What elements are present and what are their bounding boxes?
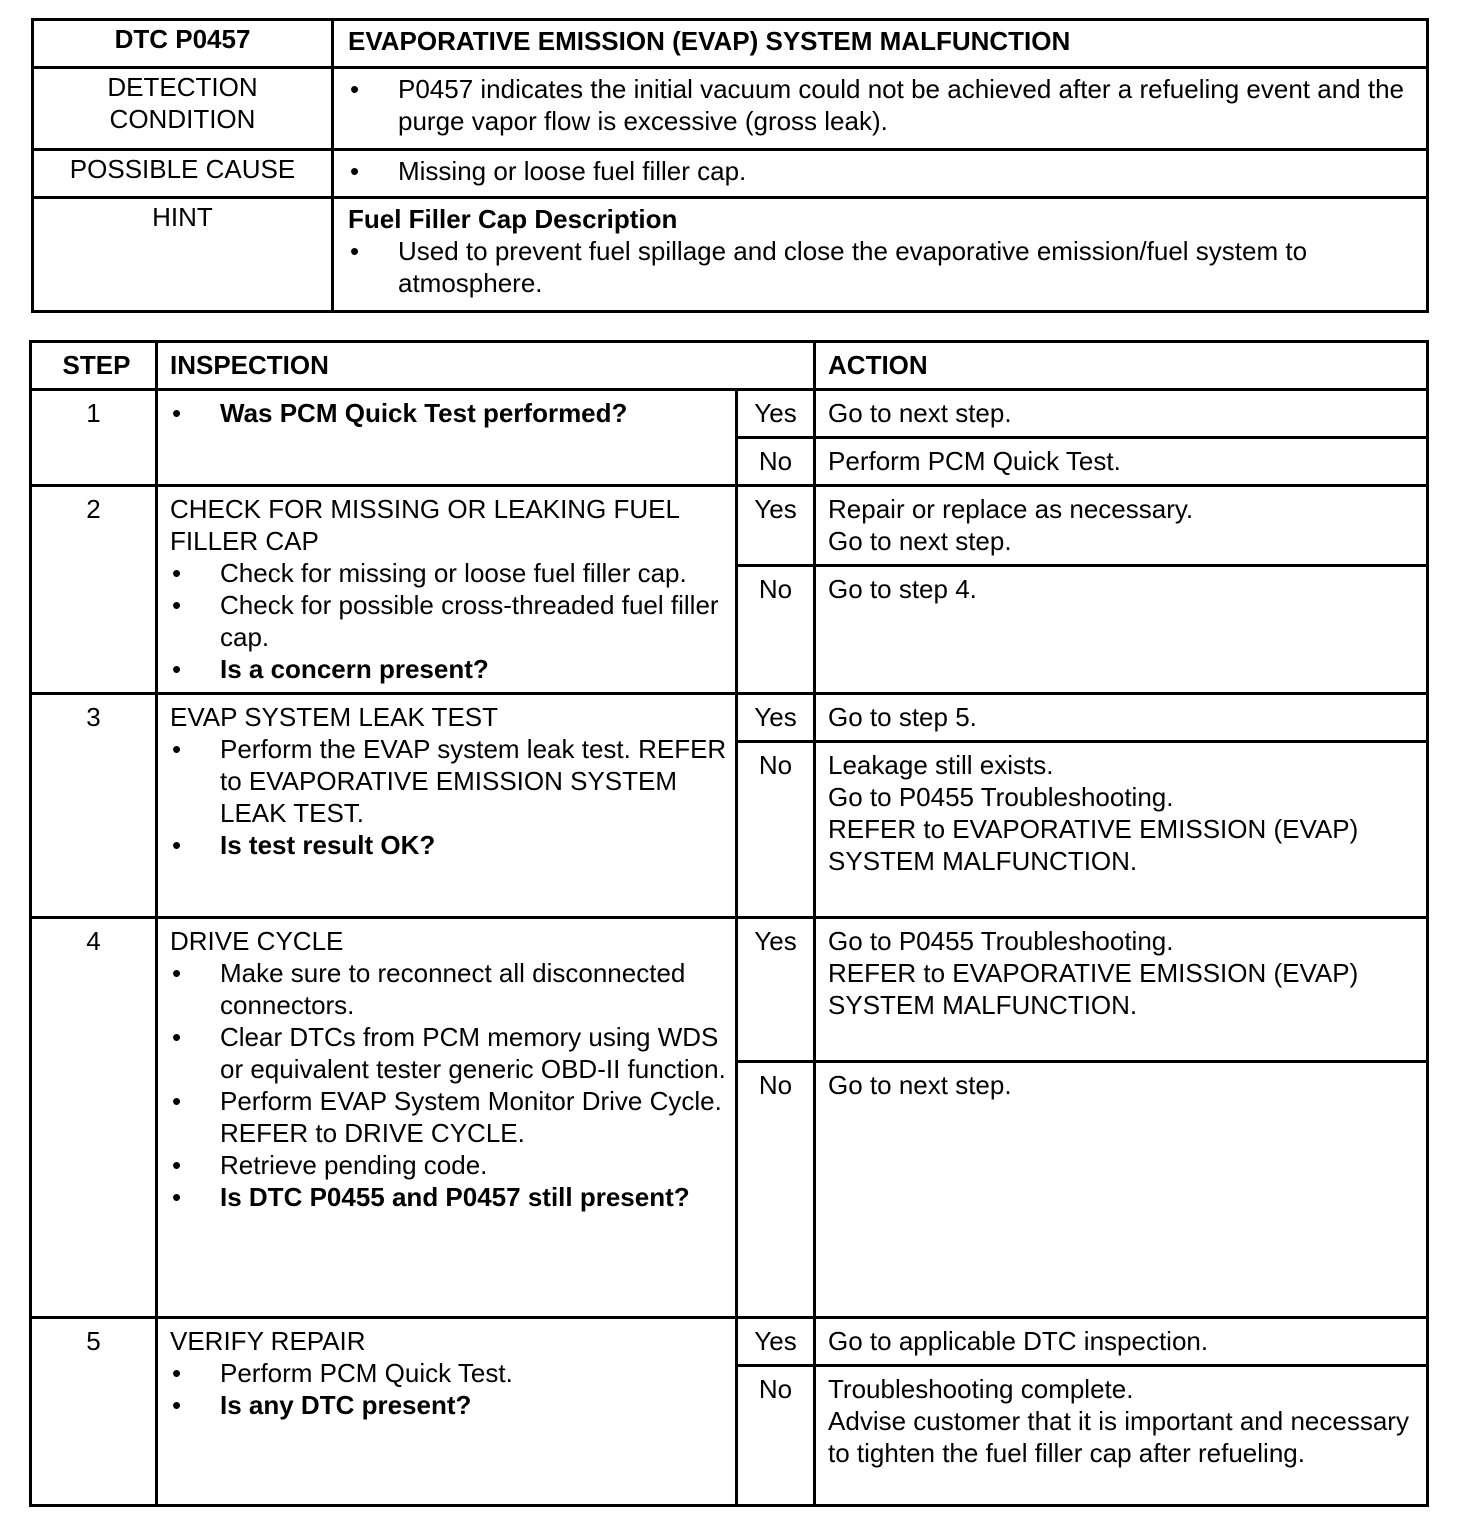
hint-heading: Fuel Filler Cap Description [348, 204, 678, 234]
step-number: 2 [31, 486, 157, 694]
step-4-title: DRIVE CYCLE [170, 926, 344, 956]
no-label: No [737, 566, 815, 694]
step-1-inspection [157, 390, 737, 486]
no-label: No [737, 1366, 815, 1506]
step-1-question: Was PCM Quick Test performed? [220, 398, 628, 428]
step-4-item: Make sure to reconnect all disconnected connectors. [220, 958, 686, 1020]
action-line: Go to next step. [828, 1070, 1012, 1100]
bullet: • [172, 1150, 182, 1180]
yes-label: Yes [737, 918, 815, 1062]
step-2-inspection [157, 486, 737, 694]
bullet: • [172, 558, 182, 588]
no-label: No [737, 742, 815, 918]
detection-value [333, 68, 1428, 150]
step-4-item: Retrieve pending code. [220, 1150, 488, 1180]
bullet: • [172, 734, 182, 764]
step-5-question: Is any DTC present? [220, 1390, 472, 1420]
action-line: Go to P0455 Troubleshooting. [828, 926, 1174, 956]
action-column-header: ACTION [815, 342, 1428, 390]
bullet: • [172, 1086, 182, 1116]
yes-label: Yes [737, 1318, 815, 1366]
cause-text: Missing or loose fuel filler cap. [398, 156, 747, 186]
inspection-steps-table [29, 340, 1429, 1507]
action-line: Go to next step. [828, 398, 1012, 428]
step-4-item: Clear DTCs from PCM memory using WDS or equivalent tester generic OBD-II function. [220, 1022, 726, 1084]
detection-text: P0457 indicates the initial vacuum could not be achieved after a refueling event and the purge vapor flow is excessive (gross leak). [398, 74, 1405, 136]
yes-label: Yes [737, 390, 815, 438]
step-2-yes-row [31, 486, 1428, 566]
step-3-question: Is test result OK? [220, 830, 436, 860]
hint-value [333, 198, 1428, 312]
step-3-yes-row [31, 694, 1428, 742]
cause-value [333, 150, 1428, 198]
step-1-yes-row [31, 390, 1428, 438]
step-number: 5 [31, 1318, 157, 1506]
step-2-item: Check for possible cross-threaded fuel filler cap. [220, 590, 719, 652]
bullet: • [350, 74, 360, 104]
action-line: REFER to EVAPORATIVE EMISSION (EVAP) SYSTEM MALFUNCTION. [828, 814, 1359, 876]
dtc-title: EVAPORATIVE EMISSION (EVAP) SYSTEM MALFUNCTION [333, 20, 1428, 68]
detection-row [33, 68, 1428, 150]
step-number: 4 [31, 918, 157, 1318]
step-2-title: CHECK FOR MISSING OR LEAKING FUEL FILLER CAP [170, 494, 680, 556]
step-5-inspection [157, 1318, 737, 1506]
action-line: Troubleshooting complete. [828, 1374, 1134, 1404]
yes-label: Yes [737, 694, 815, 742]
dtc-info-table [31, 18, 1429, 313]
step-3-inspection [157, 694, 737, 918]
step-4-question: Is DTC P0455 and P0457 still present? [220, 1182, 690, 1212]
step-1-yes-action [815, 390, 1428, 438]
step-number: 1 [31, 390, 157, 486]
action-line: Go to P0455 Troubleshooting. [828, 782, 1174, 812]
bullet: • [172, 1390, 182, 1420]
step-4-item: Perform EVAP System Monitor Drive Cycle. [220, 1086, 722, 1116]
cause-row [33, 150, 1428, 198]
yes-label: Yes [737, 486, 815, 566]
action-line: Go to next step. [828, 526, 1012, 556]
hint-row [33, 198, 1428, 312]
bullet: • [172, 398, 182, 428]
action-line: Go to step 4. [828, 574, 977, 604]
step-2-yes-action [815, 486, 1428, 566]
inspection-column-header: INSPECTION [157, 342, 815, 390]
bullet: • [172, 830, 182, 860]
bullet: • [350, 156, 360, 186]
step-3-yes-action [815, 694, 1428, 742]
dtc-code: DTC P0457 [33, 20, 333, 68]
step-3-no-action [815, 742, 1428, 918]
bullet: • [350, 236, 360, 266]
hint-text: Used to prevent fuel spillage and close the evaporative emission/fuel system to atmosphere. [398, 236, 1308, 298]
step-2-no-action [815, 566, 1428, 694]
step-3-title: EVAP SYSTEM LEAK TEST [170, 702, 499, 732]
no-label: No [737, 1062, 815, 1318]
step-4-no-action [815, 1062, 1428, 1318]
action-line: Perform PCM Quick Test. [828, 446, 1121, 476]
no-label: No [737, 438, 815, 486]
step-3-item: Perform the EVAP system leak test. REFER to EVAPORATIVE EMISSION SYSTEM LEAK TEST. [220, 734, 727, 828]
detection-label: DETECTION CONDITION [33, 68, 333, 150]
dtc-title-row [33, 20, 1428, 68]
step-4-inspection [157, 918, 737, 1318]
bullet: • [172, 1182, 182, 1212]
hint-label: HINT [33, 198, 333, 312]
step-4-yes-row [31, 918, 1428, 1062]
bullet: • [172, 958, 182, 988]
action-line: Advise customer that it is important and necessary to tighten the fuel filler cap after refueling. [828, 1406, 1409, 1468]
step-5-item: Perform PCM Quick Test. [220, 1358, 513, 1388]
action-line: Go to step 5. [828, 702, 977, 732]
action-line: REFER to EVAPORATIVE EMISSION (EVAP) SYSTEM MALFUNCTION. [828, 958, 1359, 1020]
step-5-yes-row [31, 1318, 1428, 1366]
bullet: • [172, 1358, 182, 1388]
step-4-reference: REFER to DRIVE CYCLE. [220, 1118, 525, 1148]
bullet: • [172, 590, 182, 620]
table-header-row [31, 342, 1428, 390]
action-line: Repair or replace as necessary. [828, 494, 1194, 524]
action-line: Leakage still exists. [828, 750, 1054, 780]
step-5-title: VERIFY REPAIR [170, 1326, 366, 1356]
step-2-question: Is a concern present? [220, 654, 489, 684]
step-4-yes-action [815, 918, 1428, 1062]
cause-label: POSSIBLE CAUSE [33, 150, 333, 198]
step-1-no-action [815, 438, 1428, 486]
step-5-no-action [815, 1366, 1428, 1506]
step-2-item: Check for missing or loose fuel filler cap. [220, 558, 687, 588]
bullet: • [172, 654, 182, 684]
step-5-yes-action [815, 1318, 1428, 1366]
bullet: • [172, 1022, 182, 1052]
step-number: 3 [31, 694, 157, 918]
action-line: Go to applicable DTC inspection. [828, 1326, 1209, 1356]
step-column-header: STEP [31, 342, 157, 390]
